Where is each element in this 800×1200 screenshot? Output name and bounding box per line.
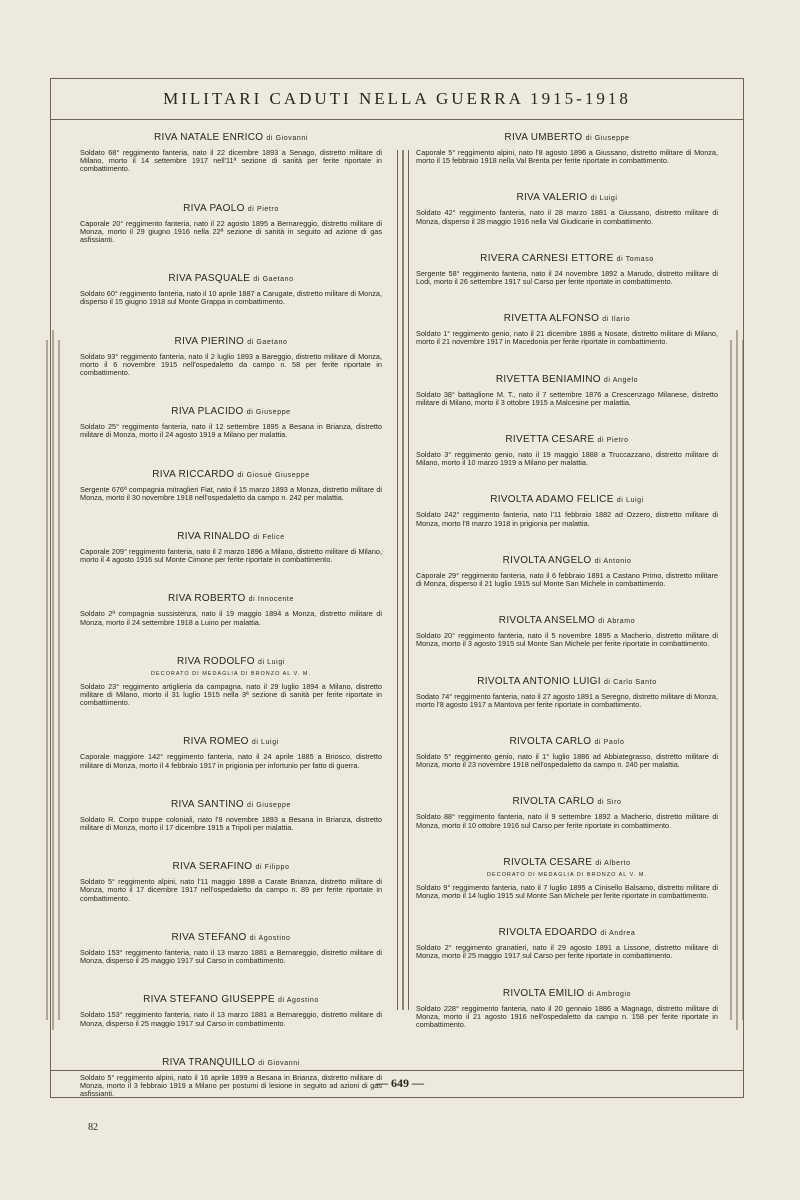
entry-surname: RIVOLTA EDOARDO	[498, 927, 598, 939]
entry-decoration: DECORATO DI MEDAGLIA DI BRONZO AL V. M.	[486, 871, 648, 878]
entry	[416, 736, 718, 769]
entry	[80, 469, 382, 502]
entry-text: Soldato 5° reggimento alpini, nato il 16 aprile 1899 a Besana in Brianza, distretto militare di Monza, morto il 3 febbraio 1919 a Milano per postumi di lesione in seguito ad azioni di gas asfissianti.	[80, 1072, 382, 1099]
entry-patronym: di Gaetano	[247, 338, 288, 346]
entry-surname: RIVOLTA ANSELMO	[498, 615, 596, 627]
entry-surname: RIVA ROMEO	[183, 736, 249, 748]
entry-name	[80, 531, 382, 542]
entry	[416, 313, 718, 346]
entry-surname: RIVA STEFANO GIUSEPPE	[143, 994, 275, 1006]
entry-decoration: DECORATO DI MEDAGLIA DI BRONZO AL V. M.	[150, 670, 312, 677]
entry-name	[80, 736, 382, 747]
entry-surname: RIVOLTA CARLO	[509, 736, 592, 748]
entry-name	[80, 336, 382, 347]
entry-patronym: di Abramo	[598, 618, 636, 626]
entry	[416, 434, 718, 467]
entry-surname: RIVA PASQUALE	[168, 273, 251, 285]
entry-text: Soldato 1° reggimento genio, nato il 21 dicembre 1886 a Nosate, distretto militare di Milano, morto il 21 novembre 1917 in Macedonia per ferite riportate in combattimento.	[416, 329, 718, 347]
footer-divider	[50, 1070, 744, 1071]
entry	[416, 927, 718, 960]
entry-text: Soldato 5° reggimento alpini, nato l'11 maggio 1898 a Carate Brianza, distretto militare di Monza, morto il 17 dicembre 1917 nell'ospedaletto da campo n. 89 per ferite riportate in combattimento.	[80, 877, 382, 903]
entry	[416, 253, 718, 286]
entry-patronym: di Agostino	[277, 997, 319, 1005]
entry-surname: RIVETTA ALFONSO	[503, 313, 600, 325]
entry-patronym: di Pietro	[597, 437, 629, 445]
entry-surname: RIVA RODOLFO	[177, 655, 255, 667]
entry	[80, 406, 382, 439]
entry	[80, 994, 382, 1027]
entry-patronym: di Filippo	[255, 864, 290, 872]
entry-surname: RIVOLTA ADAMO FELICE	[490, 494, 614, 506]
page-title: MILITARI CADUTI NELLA GUERRA 1915-1918	[163, 88, 631, 108]
entry-name	[416, 494, 718, 505]
entry-surname: RIVERA CARNESI ETTORE	[480, 252, 614, 264]
entry-surname: RIVA VALERIO	[516, 192, 588, 204]
entry-name	[80, 656, 382, 667]
right-fasces-ornament	[727, 330, 747, 1030]
side-number: 82	[88, 1122, 98, 1133]
entry-text: Caporale maggiore 142° reggimento fanteria, nato il 24 aprile 1885 a Briosco, distretto militare di Monza, morto il 4 febbraio 1917 in prigionia per infortunio per fatto di guerra.	[80, 752, 382, 770]
entry-name	[416, 736, 718, 747]
entry-text: Soldato 20° reggimento fanteria, nato il 5 novembre 1895 a Macherio, distretto militare di Monza, morto il 3 agosto 1915 sul Monte San Michele per ferite riportate in combattimento.	[416, 631, 718, 649]
right-column	[416, 132, 718, 1056]
entry-name	[416, 676, 718, 687]
entry-patronym: di Angelo	[603, 376, 639, 384]
entry	[80, 861, 382, 903]
entry-surname: RIVA STEFANO	[171, 931, 247, 943]
page-header	[50, 78, 744, 120]
entry	[416, 615, 718, 648]
entry-surname: RIVA RICCARDO	[152, 468, 235, 480]
entry-name	[80, 593, 382, 604]
entry-patronym: di Luigi	[590, 195, 618, 203]
entry-name	[80, 799, 382, 810]
entry-text: Sergente 676ª compagnia mitraglieri Fiat, nato il 15 marzo 1893 a Monza, distretto militare di Monza, morto il 30 novembre 1918 nell'ospedaletto da campo n. 242 per malattia.	[80, 484, 382, 502]
entry-name	[80, 469, 382, 480]
entry-surname: RIVA ROBERTO	[168, 593, 246, 605]
entry-name	[80, 994, 382, 1005]
entry-name	[416, 132, 718, 143]
entry-text: Soldato 23° reggimento artiglieria da campagna, nato il 29 luglio 1894 a Milano, distretto militare di Milano, morto il 31 luglio 1915 nella 3ª sezione di sanità per ferite riportate in combattimento.	[80, 681, 382, 708]
entry	[80, 336, 382, 378]
entry-patronym: di Luigi	[616, 497, 644, 505]
entry-text: Caporale 5° reggimento alpini, nato l'8 agosto 1896 a Giussano, distretto militare di Monza, morto il 15 febbraio 1918 nella Val Brenta per ferite riportate in combattimento.	[416, 148, 718, 166]
entry-surname: RIVETTA BENIAMINO	[495, 373, 601, 385]
entry-text: Soldato 3° reggimento genio, nato il 19 maggio 1888 a Truccazzano, distretto militare di Milano, morto il 10 marzo 1919 a Milano per malattia.	[416, 450, 718, 468]
entry-patronym: di Giuseppe	[247, 801, 291, 809]
entry	[416, 796, 718, 829]
entry-name	[80, 273, 382, 284]
entry-patronym: di Pietro	[247, 205, 279, 213]
entry-surname: RIVA PIERINO	[174, 335, 245, 347]
entry-patronym: di Andrea	[600, 930, 636, 938]
page-number: — 649 —	[376, 1076, 424, 1090]
entry-text: Caporale 29° reggimento fanteria, nato il 6 febbraio 1891 a Castano Primo, distretto militare di Monza, disperso il 21 luglio 1915 sul Monte San Michele in combattimento.	[416, 570, 718, 589]
entry-surname: RIVOLTA CARLO	[512, 796, 595, 808]
entry-surname: RIVA NATALE ENRICO	[153, 132, 264, 143]
entry-surname: RIVETTA CESARE	[505, 434, 595, 446]
entry-name	[416, 434, 718, 445]
entry	[416, 374, 718, 407]
entry-text: Soldato 38° battaglione M. T., nato il 7 settembre 1876 a Crescenzago Milanese, distretto militare di Milano, morto il 3 ottobre 1915 a Malcesine per malattia.	[416, 389, 718, 407]
entry-surname: RIVOLTA EMILIO	[502, 987, 585, 999]
entry-patronym: di Giovanni	[266, 135, 309, 142]
entry	[80, 593, 382, 626]
entry-text: Caporale 20° reggimento fanteria, nato il 22 agosto 1895 a Bernareggio, distretto militare di Monza, morto il 29 giugno 1916 nella 22ª sezione di sanità in seguito ad azione di gas asfissianti.	[80, 218, 382, 245]
entry-patronym: di Felice	[253, 534, 285, 542]
entry-patronym: di Antonio	[594, 557, 632, 565]
entry-patronym: di Innocente	[248, 596, 294, 604]
entry-surname: RIVOLTA CESARE	[503, 856, 593, 868]
entry-name	[416, 313, 718, 324]
entry-name	[416, 253, 718, 264]
entry-patronym: di Paolo	[594, 739, 625, 747]
entry-name	[80, 1057, 382, 1068]
entry-name	[80, 203, 382, 214]
entry-text: Soldato 153° reggimento fanteria, nato il 13 marzo 1881 a Bernareggio, distretto militare di Monza, disperso il 25 maggio 1917 sul Carso in combattimento.	[80, 947, 382, 966]
entry-surname: RIVA SERAFINO	[172, 861, 253, 873]
entry-patronym: di Giosuè Giuseppe	[237, 471, 310, 479]
entry	[80, 932, 382, 965]
entry-patronym: di Gaetano	[253, 276, 294, 284]
entry-text: Soldato 242° reggimento fanteria, nato l'11 febbraio 1882 ad Ozzero, distretto militare di Monza, morto l'8 marzo 1918 in prigionia per malattia.	[416, 510, 718, 528]
entry-name	[416, 374, 718, 385]
entry	[80, 531, 382, 564]
entry-text: Sergente 58° reggimento fanteria, nato il 24 novembre 1892 a Marudo, distretto militare di Lodi, morto il 26 settembre 1917 sul Carso per ferite riportate in combattimento.	[416, 268, 718, 287]
entry-patronym: di Giuseppe	[585, 135, 630, 142]
entry-text: Soldato 5° reggimento genio, nato il 1° luglio 1886 ad Abbiategrasso, distretto militare di Monza, morto il 23 novembre 1918 nell'ospedaletto da campo n. 240 per malattia.	[416, 752, 718, 770]
entry-surname: RIVA UMBERTO	[504, 132, 583, 143]
entry	[416, 555, 718, 588]
entry	[416, 132, 718, 165]
entry	[80, 799, 382, 832]
left-fasces-ornament	[43, 330, 63, 1030]
entry-patronym: di Carlo Santo	[603, 678, 657, 686]
entry-surname: RIVA RINALDO	[177, 531, 251, 543]
entry-name	[416, 555, 718, 566]
entry-patronym: di Alberto	[595, 859, 631, 867]
entry-patronym: di Siro	[597, 799, 622, 807]
entry-text: Soldato 153° reggimento fanteria, nato il 13 marzo 1881 a Bernareggio, distretto militare di Monza, disperso il 25 maggio 1917 sul Carso in combattimento.	[80, 1010, 382, 1028]
entry-text: Soldato R. Corpo truppe coloniali, nato l'8 novembre 1893 a Besana in Brianza, distretto militare di Monza, morto il 17 dicembre 1915 a Tripoli per malattia.	[80, 814, 382, 833]
entry-patronym: di Tomaso	[616, 255, 654, 263]
entry-surname: RIVA SANTINO	[171, 798, 244, 810]
entry-text: Soldato 60° reggimento fanteria, nato il 10 aprile 1887 a Carugate, distretto militare di Monza, disperso il 15 giugno 1918 sul Monte Grappa in combattimento.	[80, 289, 382, 307]
entry-text: Soldato 25° reggimento fanteria, nato il 12 settembre 1895 a Besana in Brianza, distretto militare di Monza, morto il 24 agosto 1919 a Milano per malattia.	[80, 422, 382, 440]
entry-surname: RIVA TRANQUILLO	[162, 1056, 256, 1068]
entry-text: Soldato 228° reggimento fanteria, nato il 20 gennaio 1886 a Magnago, distretto militare di Monza, morto il 21 agosto 1916 nell'ospedaletto da campo n. 158 per ferite riportate in combattimento.	[416, 1003, 718, 1030]
entry-patronym: di Ilario	[602, 316, 631, 324]
left-column	[80, 132, 382, 1127]
entry-text: Soldato 93° reggimento fanteria, nato il 2 luglio 1893 a Bareggio, distretto militare di Monza, morto il 6 novembre 1915 nell'ospedaletto da campo n. 58 per ferite riportate in combattimento.	[80, 351, 382, 378]
entry-patronym: di Luigi	[257, 658, 285, 666]
entry-patronym: di Luigi	[251, 739, 279, 747]
entry-name	[80, 406, 382, 417]
entry	[80, 132, 382, 174]
entry-patronym: di Giuseppe	[246, 409, 291, 417]
entry-text: Sodato 74° reggimento fanteria, nato il 27 agosto 1891 a Seregno, distretto militare di Monza, morto l'8 agosto 1917 a Mantova per ferite riportate in combattimento.	[416, 691, 718, 709]
entry	[80, 203, 382, 245]
entry-name	[416, 796, 718, 807]
entry-patronym: di Agostino	[249, 934, 291, 942]
entry-surname: RIVOLTA ANGELO	[502, 554, 592, 566]
entry	[416, 192, 718, 225]
entry	[416, 676, 718, 709]
entry-name	[80, 132, 382, 143]
entry-surname: RIVOLTA ANTONIO LUIGI	[477, 675, 601, 687]
entry-patronym: di Giovanni	[258, 1059, 300, 1067]
entry-text: Soldato 88° reggimento fanteria, nato il 9 settembre 1892 a Macherio, distretto militare di Monza, morto il 10 ottobre 1916 sul Carso per ferite riportate in combattimento.	[416, 812, 718, 830]
entry-text: Soldato 9° reggimento fanteria, nato il 7 luglio 1895 a Cinisello Balsamo, distretto militare di Monza, morto il 14 luglio 1915 sul Monte San Michele per ferite riportate in combattimento.	[416, 882, 718, 901]
entry	[80, 273, 382, 306]
entry-surname: RIVA PAOLO	[183, 202, 245, 214]
entry-text: Soldato 42° reggimento fanteria, nato il 28 marzo 1881 a Giussano, distretto militare di Monza, disperso il 28 maggio 1916 nella Val Giudicarie in combattimento.	[416, 208, 718, 226]
entry-text: Soldato 2° reggimento granatieri, nato il 29 agosto 1891 a Lissone, distretto militare di Monza, morto il 25 maggio 1917 sul Carso per ferite riportate in combattimento.	[416, 943, 718, 961]
entry-name	[416, 988, 718, 999]
entry	[416, 857, 718, 900]
entry-text: Soldato 68° reggimento fanteria, nato il 22 dicembre 1893 a Senago, distretto militare di Milano, morto il 14 settembre 1917 nell'11ª sezione di sanità per ferite riportate in combattimento.	[80, 148, 382, 174]
entry-text: Soldato 2ª compagnia sussistenza, nato il 19 maggio 1894 a Monza, distretto militare di Monza, morto il 24 settembre 1918 a Luino per malattia.	[80, 609, 382, 627]
entry-name	[416, 927, 718, 938]
entry	[416, 494, 718, 527]
entry-name	[416, 857, 718, 868]
entry-name	[416, 192, 718, 203]
entry	[80, 656, 382, 708]
entry-name	[80, 861, 382, 872]
entry-patronym: di Ambrogio	[587, 990, 632, 998]
entry-name	[80, 932, 382, 943]
entry	[416, 988, 718, 1030]
entry-text: Caporale 209° reggimento fanteria, nato il 2 marzo 1896 a Milano, distretto militare di Milano, morto il 4 agosto 1916 sul Monte Cimone per ferite riportate in combattimento.	[80, 547, 382, 565]
entry-name	[416, 615, 718, 626]
entry-surname: RIVA PLACIDO	[171, 406, 244, 418]
central-column-ornament	[397, 150, 409, 1010]
entry	[80, 736, 382, 769]
